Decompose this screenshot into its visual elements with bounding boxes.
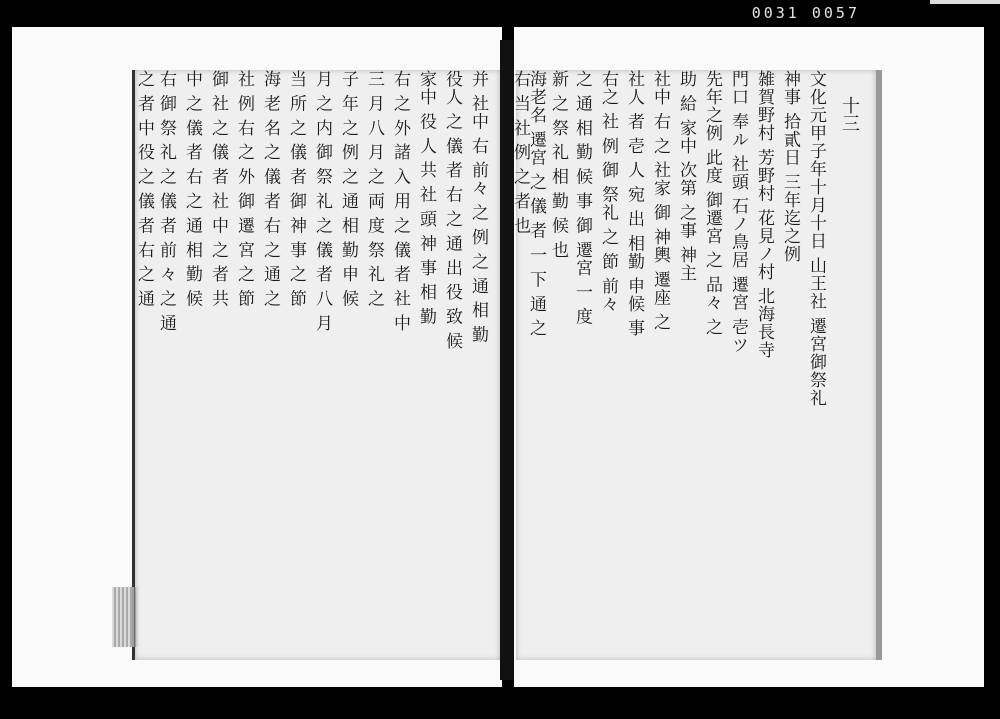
left-page-column: 月 之 内 御 祭 礼 之 儀 者 八 月 [312,70,332,333]
left-page-column: 右 御 祭 礼 之 儀 者 前 々 之 通 [156,70,176,333]
right-page [510,27,984,687]
left-page-column: 三 月 八 月 之 両 度 祭 礼 之 [364,70,384,308]
left-page-text-area [132,70,500,660]
right-page-column: 海老名 遷宮 之 儀 者 一 下 通 之 [526,70,546,338]
film-frame-id: 0031 0057 [751,4,860,22]
right-page-column: 門口 奉ル 社頭 石ノ鳥居 遷宮 壱ツ [728,70,748,355]
left-page-column: 社 例 右 之 外 御 遷 宮 之 節 [234,70,254,308]
right-page-column: 雑賀野村 芳野村 花見ノ村 北海長寺 [754,70,774,360]
left-page-column: 海 老 名 之 儀 者 右 之 通 之 [260,70,280,308]
left-page-column: 役人 之 儀 者 右 之 通 出 役 致 候 [442,70,462,351]
left-page-column: 当 所 之 儀 者 御 神 事 之 節 [286,70,306,308]
right-page-column: 文化元甲子年十月十日 山王社 遷宮御祭礼 [806,70,826,407]
right-page-column: 社中 右 之 社家 御 神輿 遷座 之 [650,70,670,331]
left-page-column: 御 社 之 儀 者 社 中 之 者 共 [208,70,228,308]
right-page-column: 右 当 社 例 之 者 也 [510,70,530,235]
left-page-column: 家中 役 人 共 社 頭 神 事 相 勤 [416,70,436,326]
left-page-column: 中 之 儀 者 右 之 通 相 勤 候 [182,70,202,308]
left-page-column: 之 者 中 役 之 儀 者 右 之 通 [134,70,154,308]
left-page [12,27,502,687]
right-page-column: 神事 拾貳日 三年迄之例 [780,70,800,263]
right-page-column: 右之 社 例 御 祭礼 之 節 前々 [598,70,618,313]
left-page-column: 右 之 外 諸 入 用 之 儀 者 社 中 [390,70,410,333]
right-page-column: 新 之 祭 礼 相 勤 候 也 [548,70,568,259]
left-page-column: 子 年 之 例 之 通 相 勤 申 候 [338,70,358,308]
left-page-column: 并 社中 右 前々 之 例 之 通 相 勤 [468,70,488,344]
right-page-column: 助 給 家中 次第 之事 神主 [676,70,696,283]
film-corner-mark [930,0,1000,4]
page-number: 十三 [839,96,860,132]
binding-thread [112,587,138,647]
right-page-column: 社人 者 壱 人 宛 出 相勤 申候 事 [624,70,644,338]
right-page-column: 之 通 相 勤 候 事 御 遷宮 一 度 [572,70,592,326]
right-page-text-area [510,70,882,660]
right-page-column: 先年之例 此度 御遷宮 之 品々 之 [702,70,722,337]
